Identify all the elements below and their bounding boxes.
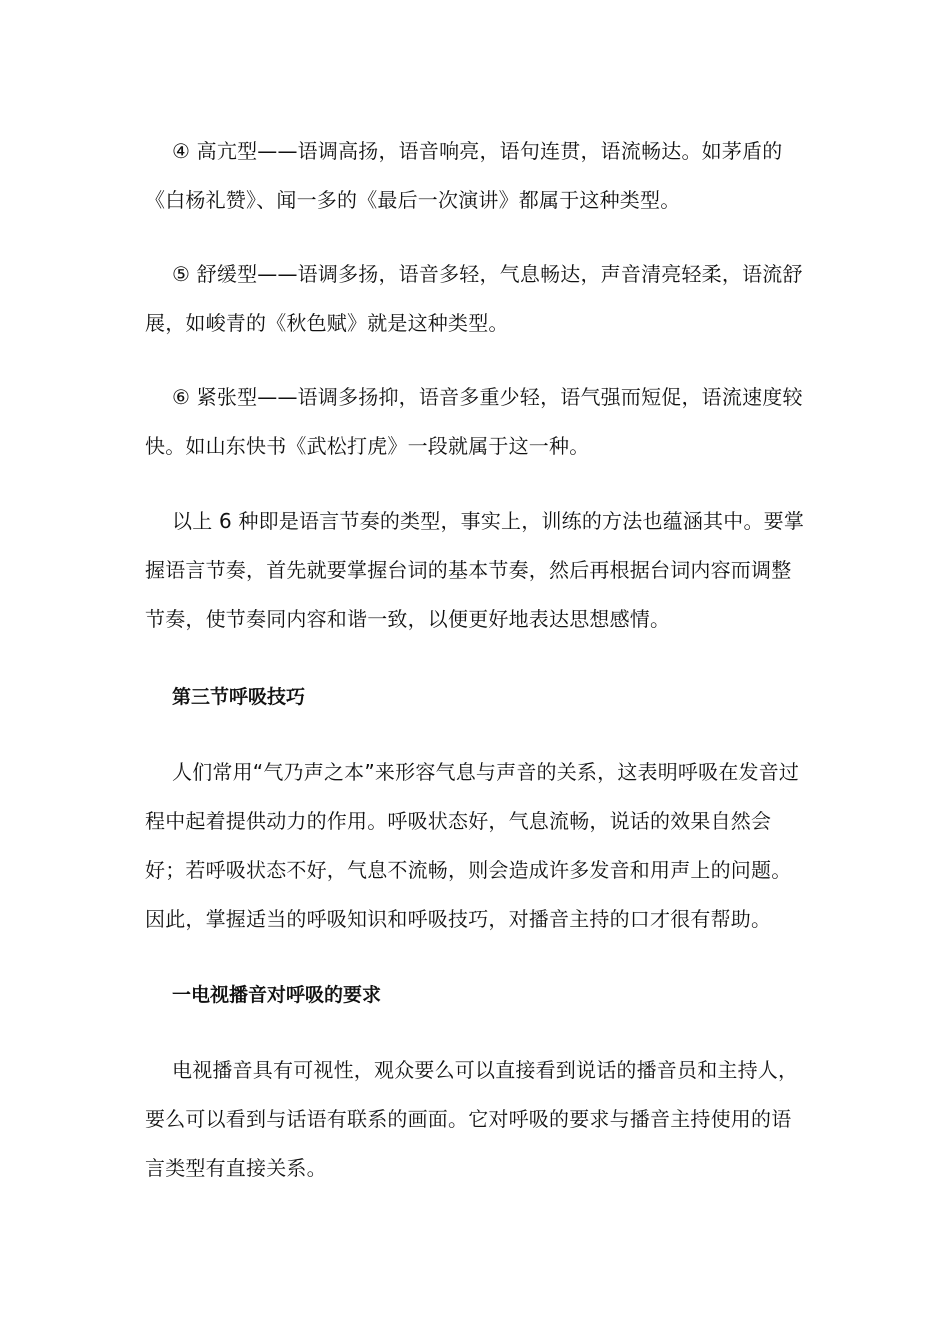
subsection-heading-tv-breathing: 一电视播音对呼吸的要求: [172, 984, 382, 1006]
section-heading-breathing: 第三节呼吸技巧: [172, 686, 306, 708]
paragraph-tense-type: ⑥ 紧张型——语调多扬抑，语音多重少轻，语气强而短促，语流速度较快。如山东快书《武松打虎》一段就属于这一种。: [145, 385, 803, 458]
paragraph-breathing-intro: 人们常用“气乃声之本”来形容气息与声音的关系，这表明呼吸在发音过程中起着提供动力的作用。呼吸状态好，气息流畅，说话的效果自然会好；若呼吸状态不好，气息不流畅，则会造成许多发音和用声上的问题。因此，掌握适当的呼吸知识和呼吸技巧，对播音主持的口才很有帮助。: [145, 760, 800, 931]
paragraph-rhythm-summary: 以上 6 种即是语言节奏的类型，事实上，训练的方法也蕴涵其中。要掌握语言节奏，首先就要掌握台词的基本节奏，然后再根据台词内容而调整节奏，使节奏同内容和谐一致，以便更好地表达思想感情。: [145, 509, 805, 631]
paragraph-tv-broadcasting: 电视播音具有可视性，观众要么可以直接看到说话的播音员和主持人，要么可以看到与话语有联系的画面。它对呼吸的要求与播音主持使用的语言类型有直接关系。: [145, 1058, 799, 1180]
paragraph-high-pitched-type: ④ 高亢型——语调高扬，语音响亮，语句连贯，语流畅达。如茅盾的《白杨礼赞》、闻一多的《最后一次演讲》都属于这种类型。: [145, 139, 783, 212]
paragraph-relaxed-type: ⑤ 舒缓型——语调多扬，语音多轻，气息畅达，声音清亮轻柔，语流舒展，如峻青的《秋色赋》就是这种类型。: [145, 262, 803, 335]
